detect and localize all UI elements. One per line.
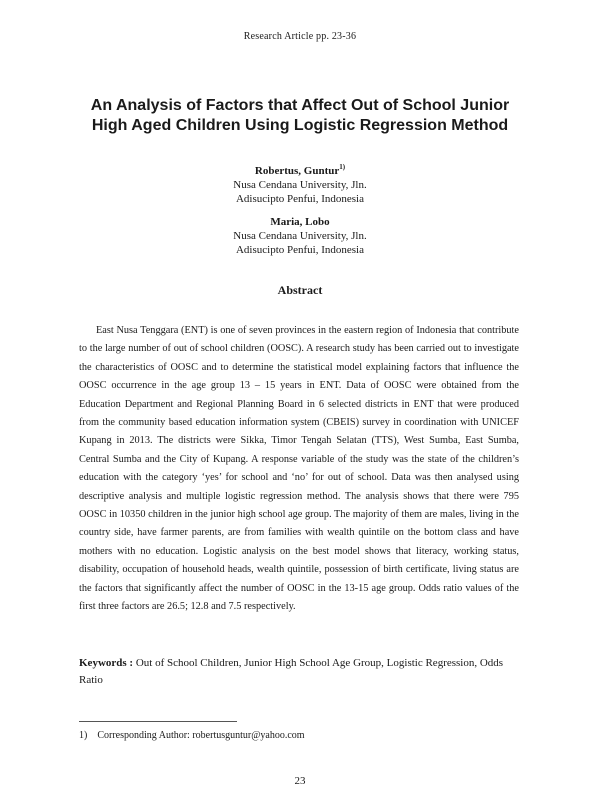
keywords bbox=[79, 655, 519, 689]
author-affiliation-line-2: Adisucipto Penfui, Indonesia bbox=[235, 193, 364, 205]
author-footnote-marker: 1) bbox=[339, 163, 346, 171]
running-head: Research Article pp. 23-36 bbox=[243, 31, 357, 42]
title-line-1: An Analysis of Factors that Affect Out of School Junior bbox=[90, 97, 510, 114]
footnote bbox=[79, 729, 519, 742]
keywords-text: Out of School Children, Junior High School Age Group, Logistic Regression, Odds Ratio bbox=[79, 657, 504, 686]
author-block-1 bbox=[0, 160, 600, 206]
abstract-heading: Abstract bbox=[277, 283, 323, 297]
footnote-marker: 1) bbox=[79, 730, 88, 741]
author-affiliation-line-2: Adisucipto Penfui, Indonesia bbox=[235, 244, 364, 256]
footnote-text: Corresponding Author: robertusguntur@yahoo.com bbox=[97, 730, 305, 741]
paper-title bbox=[60, 96, 540, 136]
footnote-divider bbox=[79, 721, 237, 722]
keywords-label: Keywords : bbox=[79, 657, 134, 669]
page-number: 23 bbox=[294, 775, 306, 787]
author-affiliation-line-1: Nusa Cendana University, Jln. bbox=[233, 230, 367, 242]
author-affiliation-line-1: Nusa Cendana University, Jln. bbox=[233, 179, 367, 191]
author-name: Maria, Lobo bbox=[270, 216, 330, 228]
author-name-text: Robertus, Guntur bbox=[254, 165, 340, 177]
title-line-2: High Aged Children Using Logistic Regression Method bbox=[91, 117, 509, 134]
author-name bbox=[0, 160, 600, 178]
author-block-2 bbox=[0, 215, 600, 257]
abstract-body: East Nusa Tenggara (ENT) is one of seven provinces in the eastern region of Indonesia that contribute to the large number of out of school children (OOSC). A research study has been carried out to investigate the characteristics of OOSC and to determine the statistical model explaining factors that influence the OOSC occurrence in the age group 13 – 15 years in ENT. Data of OOSC were obtained from the Education Department and Regional Planning Board in 6 selected districts in ENT that were produced from the community based education information system (CBEIS) survey in coordination with UNICEF Kupang in 2013. The districts were Sikka, Timor Tengah Selatan (TTS), West Sumba, East Sumba, Central Sumba and the City of Kupang. A response variable of the study was the state of the children’s education with the category ‘yes’ for school and ‘no’ for out of school. Data was then analysed using descriptive analysis and multiple logistic regression method. The analysis shows that there were 795 OOSC in 10350 children in the junior high school age group. The majority of them are males, living in the country side, have farmer parents, are from families with wealth quintile on the bottom class and have mothers with no education. Logistic analysis on the best model shows that literacy, working status, disability, occupation of household heads, wealth quintile, possession of birth certificate, living status are the factors that significantly affect the number of OOSC in the 13-15 age group. Odds ratio values of the first three factors are 26.5; 12.8 and 7.5 respectively. bbox=[79, 325, 519, 613]
